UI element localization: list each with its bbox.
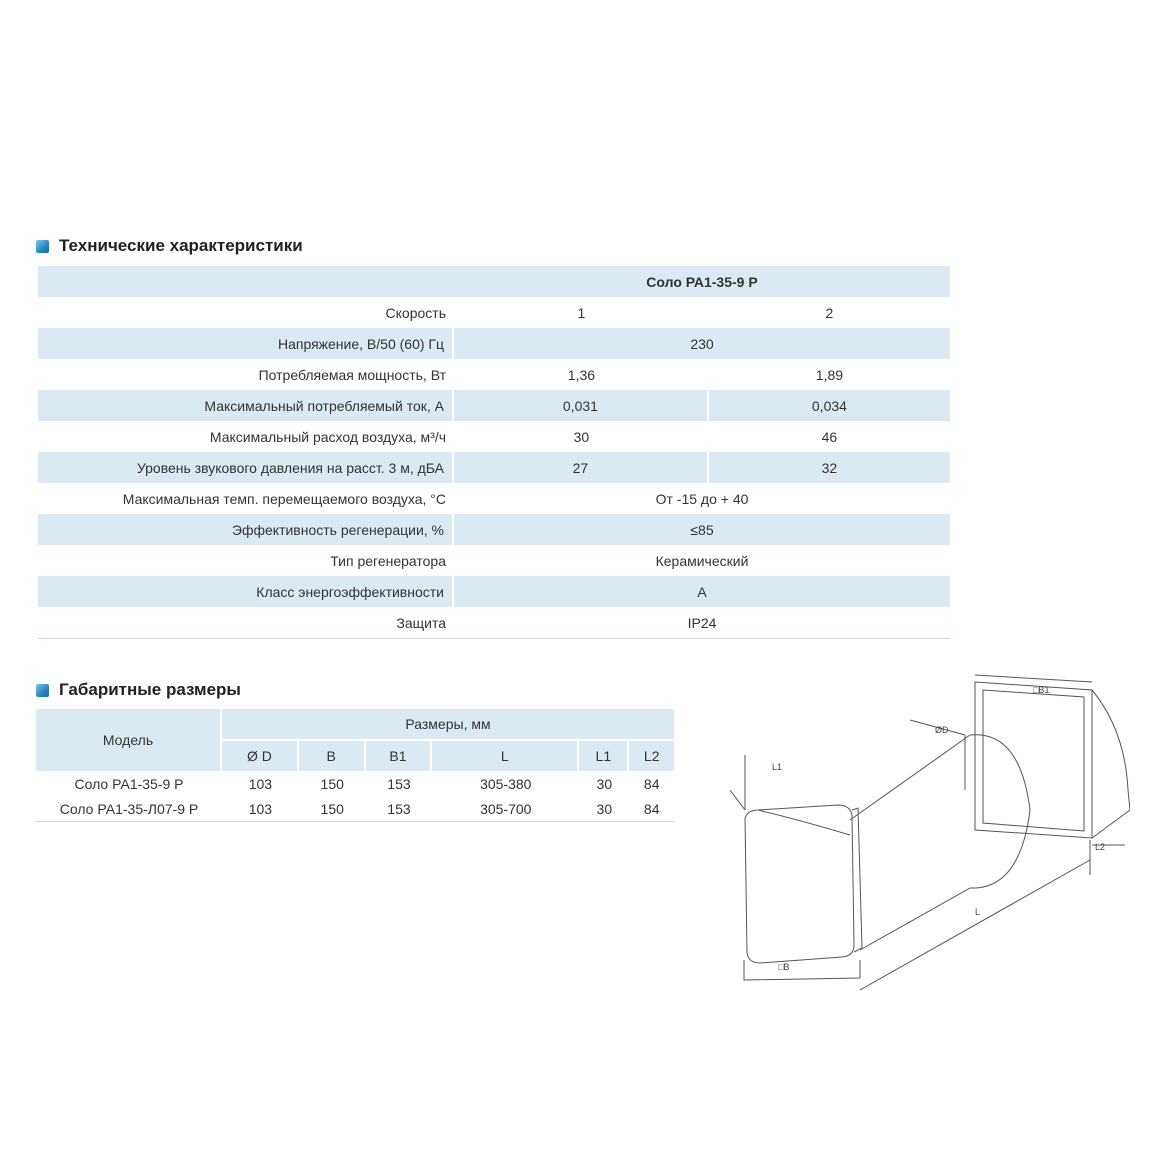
spec-value: От -15 до + 40	[655, 490, 749, 507]
table-row	[38, 452, 950, 483]
table-row	[38, 359, 950, 390]
specs-header-row	[38, 266, 950, 297]
table-row	[38, 483, 950, 514]
spec-label: Максимальный потребляемый ток, А	[38, 390, 454, 421]
spec-value-1: 30	[573, 428, 590, 445]
specs-title-text: Технические характеристики	[59, 236, 303, 255]
spec-label: Потребляемая мощность, Вт	[258, 366, 446, 383]
dimension-drawing	[700, 660, 1130, 1010]
spec-label: Скорость	[385, 304, 446, 321]
dims-table	[36, 709, 674, 822]
spec-label: Уровень звукового давления на расст. 3 м, дБА	[38, 452, 454, 483]
dims-section-title	[36, 680, 241, 700]
dims-header-row	[36, 709, 674, 741]
spec-value-1: 27	[454, 452, 709, 483]
dim-line-l1	[730, 790, 745, 810]
dims-col-header: B1	[366, 741, 433, 771]
dims-cell: 305-380	[480, 775, 532, 792]
dims-cell: 153	[366, 796, 433, 822]
dims-cell: 150	[299, 796, 366, 822]
dims-cell: 103	[222, 796, 299, 822]
table-row	[38, 297, 950, 328]
spec-value-1: 0,031	[454, 390, 709, 421]
spec-value: 230	[454, 328, 950, 359]
dims-cell: 305-700	[432, 796, 579, 822]
dims-col-header: Ø D	[222, 741, 299, 771]
table-row	[38, 421, 950, 452]
section-bullet-icon	[36, 684, 49, 697]
specs-section-title	[36, 236, 303, 256]
dims-cell: 153	[387, 775, 411, 792]
spec-value: А	[454, 576, 950, 607]
spec-value-2: 32	[709, 452, 950, 483]
dims-cell: 150	[320, 775, 344, 792]
label-l: L	[975, 907, 981, 917]
spec-value: IP24	[454, 607, 950, 639]
specs-header-empty	[38, 266, 454, 297]
spec-label: Тип регенератора	[330, 552, 446, 569]
pipe-top-line	[850, 735, 970, 820]
section-bullet-icon	[36, 240, 49, 253]
dim-line-l	[860, 860, 1090, 990]
label-b: □B	[778, 962, 790, 972]
dims-col-header: L1	[579, 741, 629, 771]
wall-frame-outer	[975, 682, 1092, 838]
specs-table	[38, 266, 950, 639]
dims-group-header: Размеры, мм	[222, 709, 674, 741]
dims-col-header: L2	[629, 741, 674, 771]
dims-cell: 30	[596, 775, 613, 792]
dims-model-header: Модель	[36, 709, 222, 771]
table-row	[38, 607, 950, 639]
dims-cell: 84	[629, 796, 674, 822]
label-b1: □B1	[1033, 685, 1050, 695]
spec-label: Эффективность регенерации, %	[38, 514, 454, 545]
spec-value-1: 1,36	[567, 366, 596, 383]
wall-frame-curve	[1092, 690, 1130, 838]
spec-value-2: 46	[821, 428, 838, 445]
table-row	[38, 390, 950, 421]
spec-value-2: 0,034	[709, 390, 950, 421]
label-l2: L2	[1095, 842, 1106, 852]
spec-label: Класс энергоэффективности	[38, 576, 454, 607]
label-d: ØD	[935, 725, 949, 735]
specs-model-name: Соло РА1-35-9 Р	[454, 266, 950, 297]
table-row	[36, 771, 674, 796]
spec-value-2: 1,89	[815, 366, 844, 383]
spec-value-2: 2	[825, 304, 834, 321]
front-grille	[745, 805, 854, 963]
dims-cell: 30	[579, 796, 629, 822]
spec-value: Керамический	[655, 552, 749, 569]
dims-cell: 84	[643, 775, 660, 792]
table-row	[38, 545, 950, 576]
pipe-bottom-line	[860, 888, 970, 950]
grille-louver	[758, 810, 850, 835]
label-l1: L1	[772, 762, 783, 772]
table-row	[38, 576, 950, 607]
table-row	[36, 796, 674, 822]
dim-line-b1	[975, 675, 1092, 682]
spec-value: ≤85	[454, 514, 950, 545]
spec-label: Защита	[38, 607, 454, 639]
dims-col-header: B	[299, 741, 366, 771]
dims-model-cell: Соло РА1-35-9 Р	[74, 775, 184, 792]
pipe-end	[970, 735, 1030, 888]
dims-cell: 103	[248, 775, 273, 792]
wall-frame-inner	[983, 690, 1084, 831]
dims-col-header: L	[432, 741, 579, 771]
dims-title-text: Габаритные размеры	[59, 680, 241, 699]
spec-label: Максимальный расход воздуха, м³/ч	[209, 428, 446, 445]
table-row	[38, 328, 950, 359]
spec-value-1: 1	[577, 304, 586, 321]
dims-model-cell: Соло РА1-35-Л07-9 Р	[36, 796, 222, 822]
table-row	[38, 514, 950, 545]
spec-label: Напряжение, В/50 (60) Гц	[38, 328, 454, 359]
spec-label: Максимальная темп. перемещаемого воздуха, °С	[122, 490, 446, 507]
